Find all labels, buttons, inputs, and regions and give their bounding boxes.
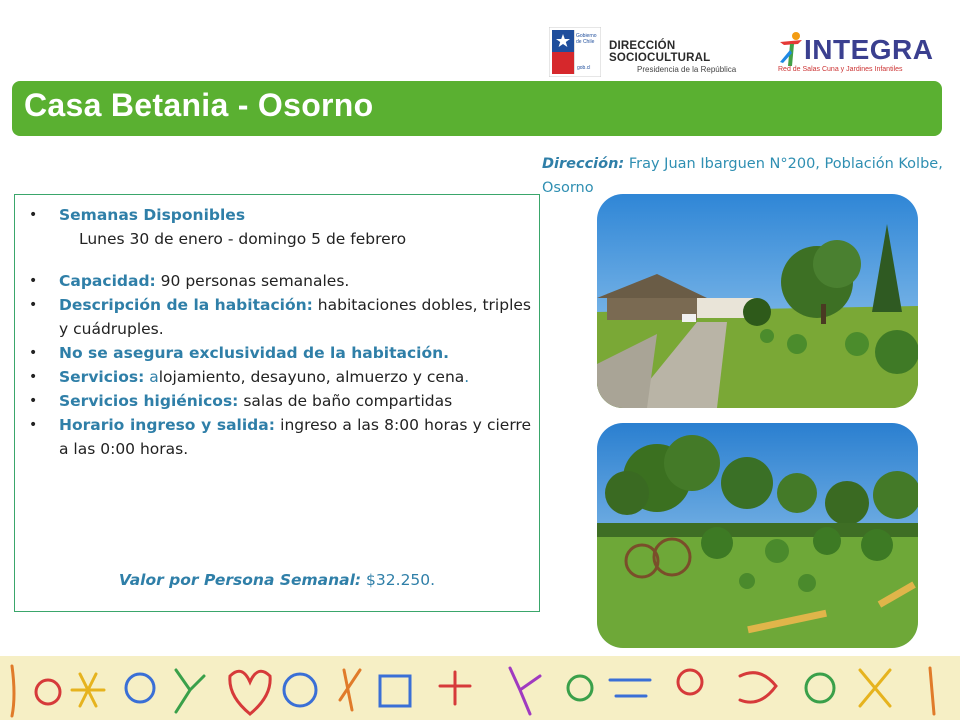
list-item-room [23, 293, 531, 341]
integra-logo [776, 28, 936, 76]
list-item-schedule [23, 413, 531, 461]
capacity-label: Capacidad: [59, 272, 156, 290]
gobierno-de-chile-logo [549, 27, 601, 77]
bullet-icon: • [29, 417, 38, 433]
address [542, 152, 957, 200]
bullet-icon: • [29, 273, 38, 289]
info-box [14, 194, 540, 612]
hygiene-label: Servicios higiénicos: [59, 392, 239, 410]
services-value: lojamiento, desayuno, almuerzo y cena [158, 368, 465, 386]
address-value: Fray Juan Ibarguen N°200, Población Kolbe, Osorno [542, 156, 943, 196]
list-item-weeks [23, 203, 531, 227]
exclusivity-text: No se asegura exclusividad de la habitación. [59, 344, 450, 362]
price-line [15, 571, 539, 589]
bullet-icon: • [29, 393, 38, 409]
gobierno-logo-text: Gobierno de Chile [576, 33, 597, 45]
title-bar [12, 81, 942, 136]
schedule-value: ingreso a las 8:00 horas y cierre a las 0:00 horas. [59, 416, 531, 458]
address-label: Dirección: [542, 156, 625, 172]
room-label: Descripción de la habitación: [59, 296, 313, 314]
children-drawings-icon [0, 656, 960, 720]
list-item-services [23, 365, 531, 389]
services-a: a [144, 368, 159, 386]
list-item-hygiene [23, 389, 531, 413]
dsc-line1: DIRECCIÓN SOCIOCULTURAL [609, 40, 711, 64]
schedule-label: Horario ingreso y salida: [59, 416, 275, 434]
price-label: Valor por Persona Semanal: [118, 571, 362, 589]
hygiene-value: salas de baño compartidas [238, 392, 453, 410]
capacity-value: 90 personas semanales. [155, 272, 350, 290]
weeks-value: Lunes 30 de enero - domingo 5 de febrero [79, 230, 407, 248]
integra-figure-icon [776, 30, 806, 68]
gobierno-logo-sub: gob.cl [577, 65, 591, 71]
children-drawings-footer [0, 656, 960, 720]
price-value: $32.250. [361, 571, 436, 589]
integra-subtitle: Red de Salas Cuna y Jardines Infantiles [778, 66, 903, 73]
house-photo [597, 194, 918, 408]
services-dot: . [464, 368, 470, 386]
bullet-icon: • [29, 369, 38, 385]
page-title: Casa Betania - Osorno [24, 87, 374, 123]
dsc-line2: Presidencia de la República [637, 65, 737, 74]
services-label: Servicios: [59, 368, 145, 386]
bullet-icon: • [29, 345, 38, 361]
weeks-label: Semanas Disponibles [59, 206, 246, 224]
bullet-icon: • [29, 297, 38, 313]
info-list [23, 203, 531, 461]
integra-word: INTEGRA [804, 34, 934, 65]
direccion-sociocultural-logo [609, 40, 774, 74]
bullet-icon: • [29, 207, 38, 223]
list-item-exclusivity [23, 341, 531, 365]
garden-photo [597, 423, 918, 648]
room-value: habitaciones dobles, triples y cuádruples. [59, 296, 531, 338]
list-item-capacity [23, 269, 531, 293]
